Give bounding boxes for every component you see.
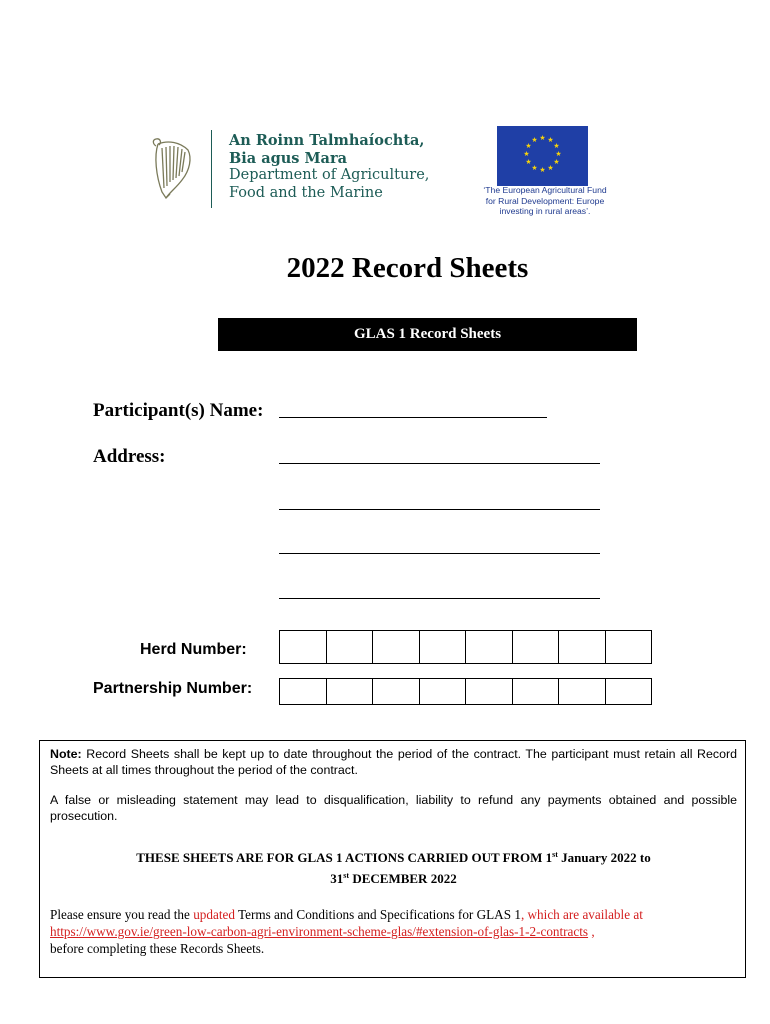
- logo-divider: [211, 130, 212, 208]
- dept-line-1: An Roinn Talmhaíochta,: [229, 132, 425, 149]
- herd-number-box[interactable]: [327, 631, 374, 663]
- glas-contracts-link[interactable]: https://www.gov.ie/green-low-carbon-agri-environment-scheme-glas/#extension-of-glas-1-2-contracts: [50, 924, 589, 939]
- note-text: Record Sheets shall be kept up to date throughout the period of the contract. The participant must retain all Record Sheets at all times throughout the period of the contract.: [50, 747, 737, 777]
- eu-caption-line-2: for Rural Development: Europe: [485, 195, 605, 206]
- address-line-2-field[interactable]: [279, 509, 600, 510]
- herd-number-box[interactable]: [466, 631, 513, 663]
- ensure-text-c: , which are available at: [520, 907, 643, 922]
- address-label: Address:: [93, 446, 166, 467]
- herd-number-box[interactable]: [420, 631, 467, 663]
- svg-text:★: ★: [547, 164, 554, 172]
- harp-logo-icon: [150, 136, 196, 202]
- svg-text:★: ★: [553, 142, 560, 150]
- svg-text:★: ★: [555, 150, 562, 158]
- ensure-text-a: Please ensure you read the: [50, 907, 194, 922]
- actions-line-1-a: THESE SHEETS ARE FOR GLAS 1 ACTIONS CARRIED OUT FROM 1: [136, 850, 553, 865]
- eu-caption-line-3: investing in rural areas’.: [499, 206, 591, 216]
- actions-line-2-b: DECEMBER 2022: [349, 871, 457, 886]
- ensure-text-b: Terms and Conditions and Specifications for GLAS 1: [234, 907, 521, 922]
- partnership-number-box[interactable]: [373, 679, 420, 704]
- partnership-number-box[interactable]: [513, 679, 560, 704]
- ensure-updated: updated: [193, 907, 235, 922]
- note-box: [39, 740, 746, 978]
- partnership-number-boxes: [279, 678, 652, 705]
- note-label: Note:: [50, 747, 82, 761]
- actions-sup-2: st: [343, 871, 350, 880]
- herd-number-boxes: [279, 630, 652, 664]
- svg-text:★: ★: [531, 164, 538, 172]
- svg-text:★: ★: [547, 136, 554, 144]
- partnership-number-box[interactable]: [606, 679, 652, 704]
- ensure-text-d: ,: [588, 924, 595, 939]
- dept-line-4: Food and the Marine: [229, 184, 383, 201]
- actions-line-1: [50, 846, 737, 867]
- note-paragraph: [50, 746, 737, 778]
- herd-number-box[interactable]: [559, 631, 606, 663]
- dept-line-2: Bia agus Mara: [229, 149, 347, 167]
- herd-number-box[interactable]: [606, 631, 652, 663]
- page-title: 2022 Record Sheets: [286, 252, 529, 284]
- herd-number-box[interactable]: [373, 631, 420, 663]
- address-line-4-field[interactable]: [279, 598, 600, 599]
- herd-number-box[interactable]: [513, 631, 560, 663]
- svg-text:★: ★: [525, 158, 532, 166]
- svg-text:★: ★: [553, 158, 560, 166]
- address-line-3-field[interactable]: [279, 553, 600, 554]
- partnership-number-box[interactable]: [280, 679, 327, 704]
- department-name: [229, 132, 429, 202]
- section-banner: [218, 318, 637, 351]
- dept-line-3: Department of Agriculture,: [229, 167, 430, 183]
- eu-caption: [470, 185, 620, 217]
- svg-text:★: ★: [523, 150, 530, 158]
- svg-text:★: ★: [539, 166, 546, 174]
- actions-line-1-b: January 2022 to: [557, 850, 651, 865]
- ensure-text-e: before completing these Records Sheets.: [50, 941, 265, 956]
- partnership-number-box[interactable]: [559, 679, 606, 704]
- svg-text:★: ★: [531, 136, 538, 144]
- actions-line-2-a: 31: [330, 871, 344, 886]
- svg-text:★: ★: [539, 134, 546, 142]
- herd-number-box[interactable]: [280, 631, 327, 663]
- participant-name-field[interactable]: [279, 417, 547, 418]
- eu-flag-icon: [497, 126, 588, 186]
- actions-sup-1: st: [552, 850, 558, 859]
- svg-text:★: ★: [525, 142, 532, 150]
- partnership-number-label: Partnership Number:: [93, 680, 253, 697]
- partnership-number-box[interactable]: [466, 679, 513, 704]
- actions-period-statement: [50, 846, 737, 888]
- participant-name-label: Participant(s) Name:: [93, 400, 264, 421]
- address-line-1-field[interactable]: [279, 463, 600, 464]
- partnership-number-box[interactable]: [420, 679, 467, 704]
- herd-number-label: Herd Number:: [140, 641, 247, 658]
- false-statement-paragraph: A false or misleading statement may lead to disqualification, liability to refund any payments obtained and possible prosecution.: [50, 793, 737, 823]
- ensure-paragraph: [50, 906, 737, 957]
- partnership-number-box[interactable]: [327, 679, 374, 704]
- banner-label: GLAS 1 Record Sheets: [353, 326, 502, 342]
- actions-line-2: [50, 867, 737, 888]
- eu-caption-line-1: ‘The European Agricultural Fund: [483, 185, 607, 195]
